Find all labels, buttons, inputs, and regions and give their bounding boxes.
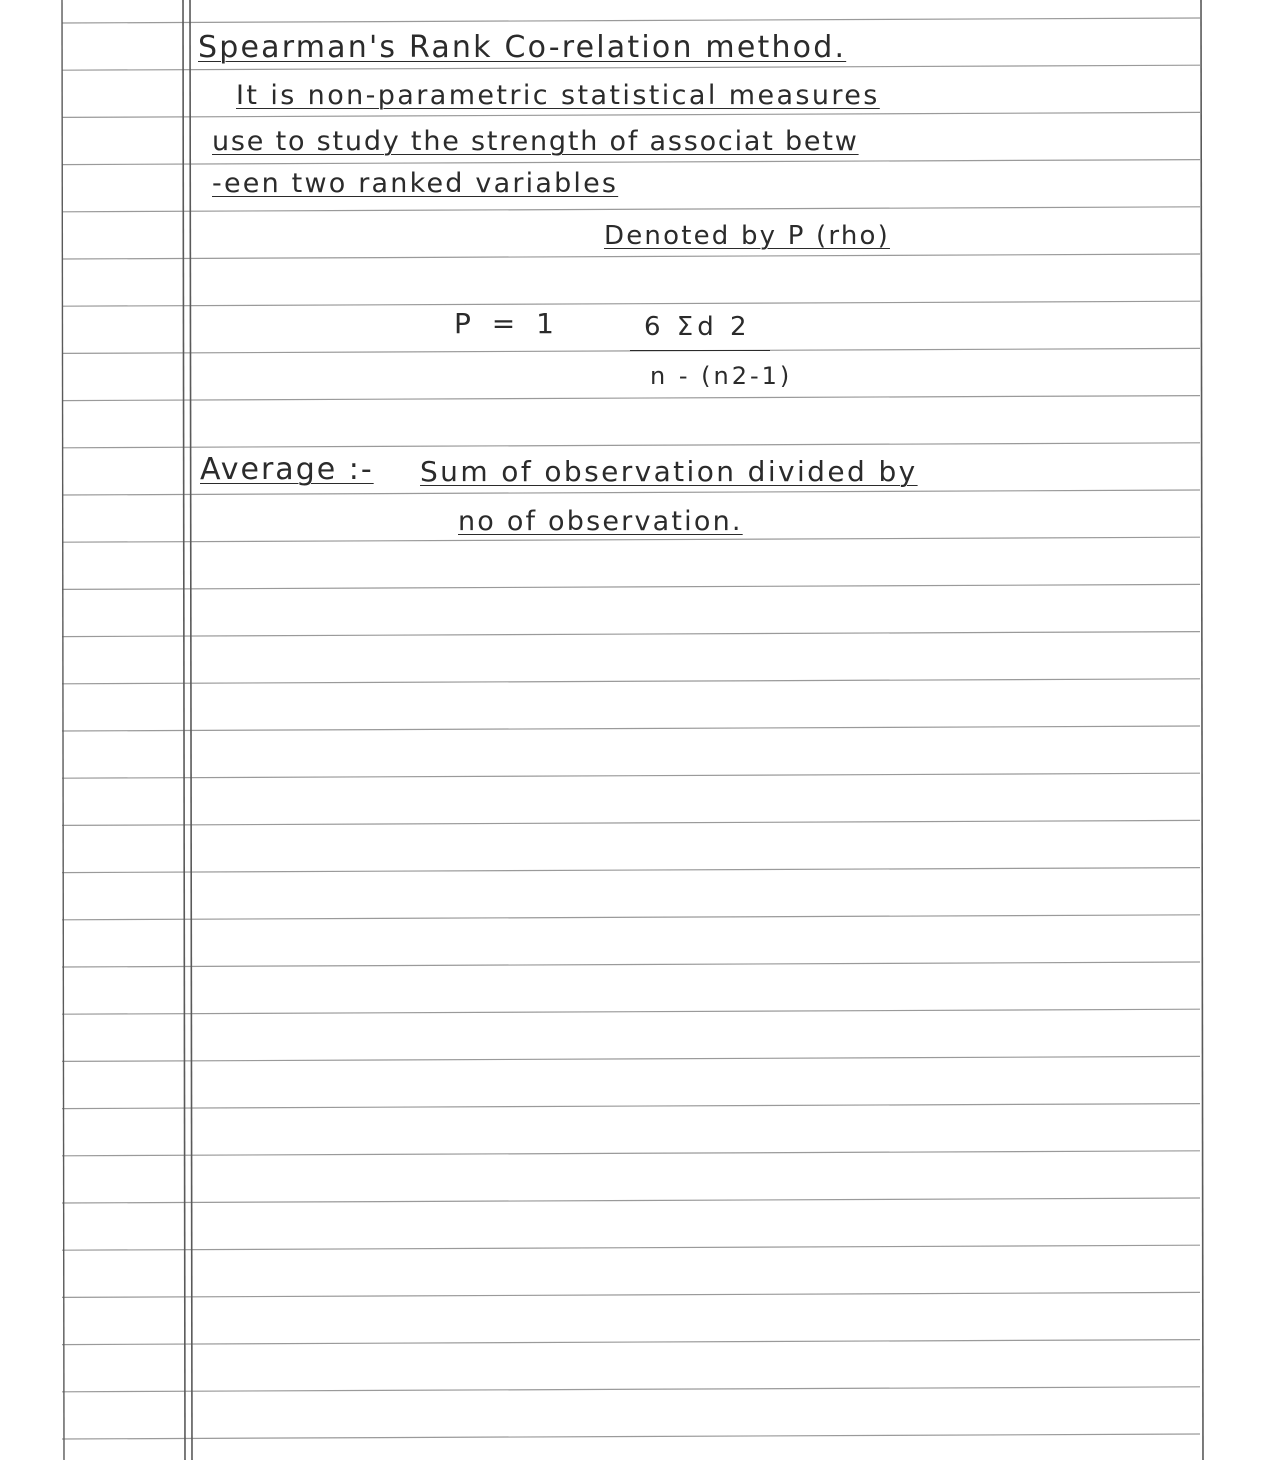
fraction-bar [630,350,770,351]
definition-line-2: use to study the strength of associat betw [212,126,859,157]
rule-line [62,207,1200,212]
rule-line [62,65,1200,70]
definition-line-3: -een two ranked variables [212,168,619,199]
denoted-by-note: Denoted by P (rho) [604,221,890,251]
margin-line [62,0,64,1460]
margin-line [1201,0,1203,1460]
rule-line [62,1056,1200,1061]
rule-line [62,915,1200,920]
margin-line [190,0,192,1460]
rule-line [62,868,1200,873]
rule-line [62,679,1200,684]
rule-line [62,160,1200,165]
rule-line [62,584,1200,589]
rule-line [62,1009,1200,1014]
average-definition-line-2: no of observation. [458,506,743,537]
formula-numerator: 6 Σd 2 [644,312,751,342]
rule-line [62,726,1200,731]
rule-line [62,1340,1200,1345]
rule-line [62,18,1200,23]
rule-line [62,1198,1200,1203]
average-definition-line-1: Sum of observation divided by [420,455,918,488]
rule-line [62,1245,1200,1250]
rule-line [62,301,1200,306]
rule-line [62,1434,1200,1439]
rule-line [62,632,1200,637]
rule-line [62,820,1200,825]
rule-line [62,443,1200,448]
formula-left-side: P = 1 [454,307,560,340]
rule-line [62,490,1200,495]
rule-line [62,396,1200,401]
formula-denominator: n - (n2-1) [650,362,793,390]
rule-line [62,254,1200,259]
definition-line-1: It is non-parametric statistical measures [236,80,880,111]
rule-line [62,537,1200,542]
margin-line [183,0,185,1460]
heading-spearman-method: Spearman's Rank Co-relation method. [198,30,847,65]
rule-line [62,1292,1200,1297]
rule-line [62,1387,1200,1392]
rule-line [62,1151,1200,1156]
rule-line [62,773,1200,778]
rule-line [62,962,1200,967]
rule-line [62,1104,1200,1109]
rule-line [62,112,1200,117]
average-term: Average :- [200,452,374,487]
